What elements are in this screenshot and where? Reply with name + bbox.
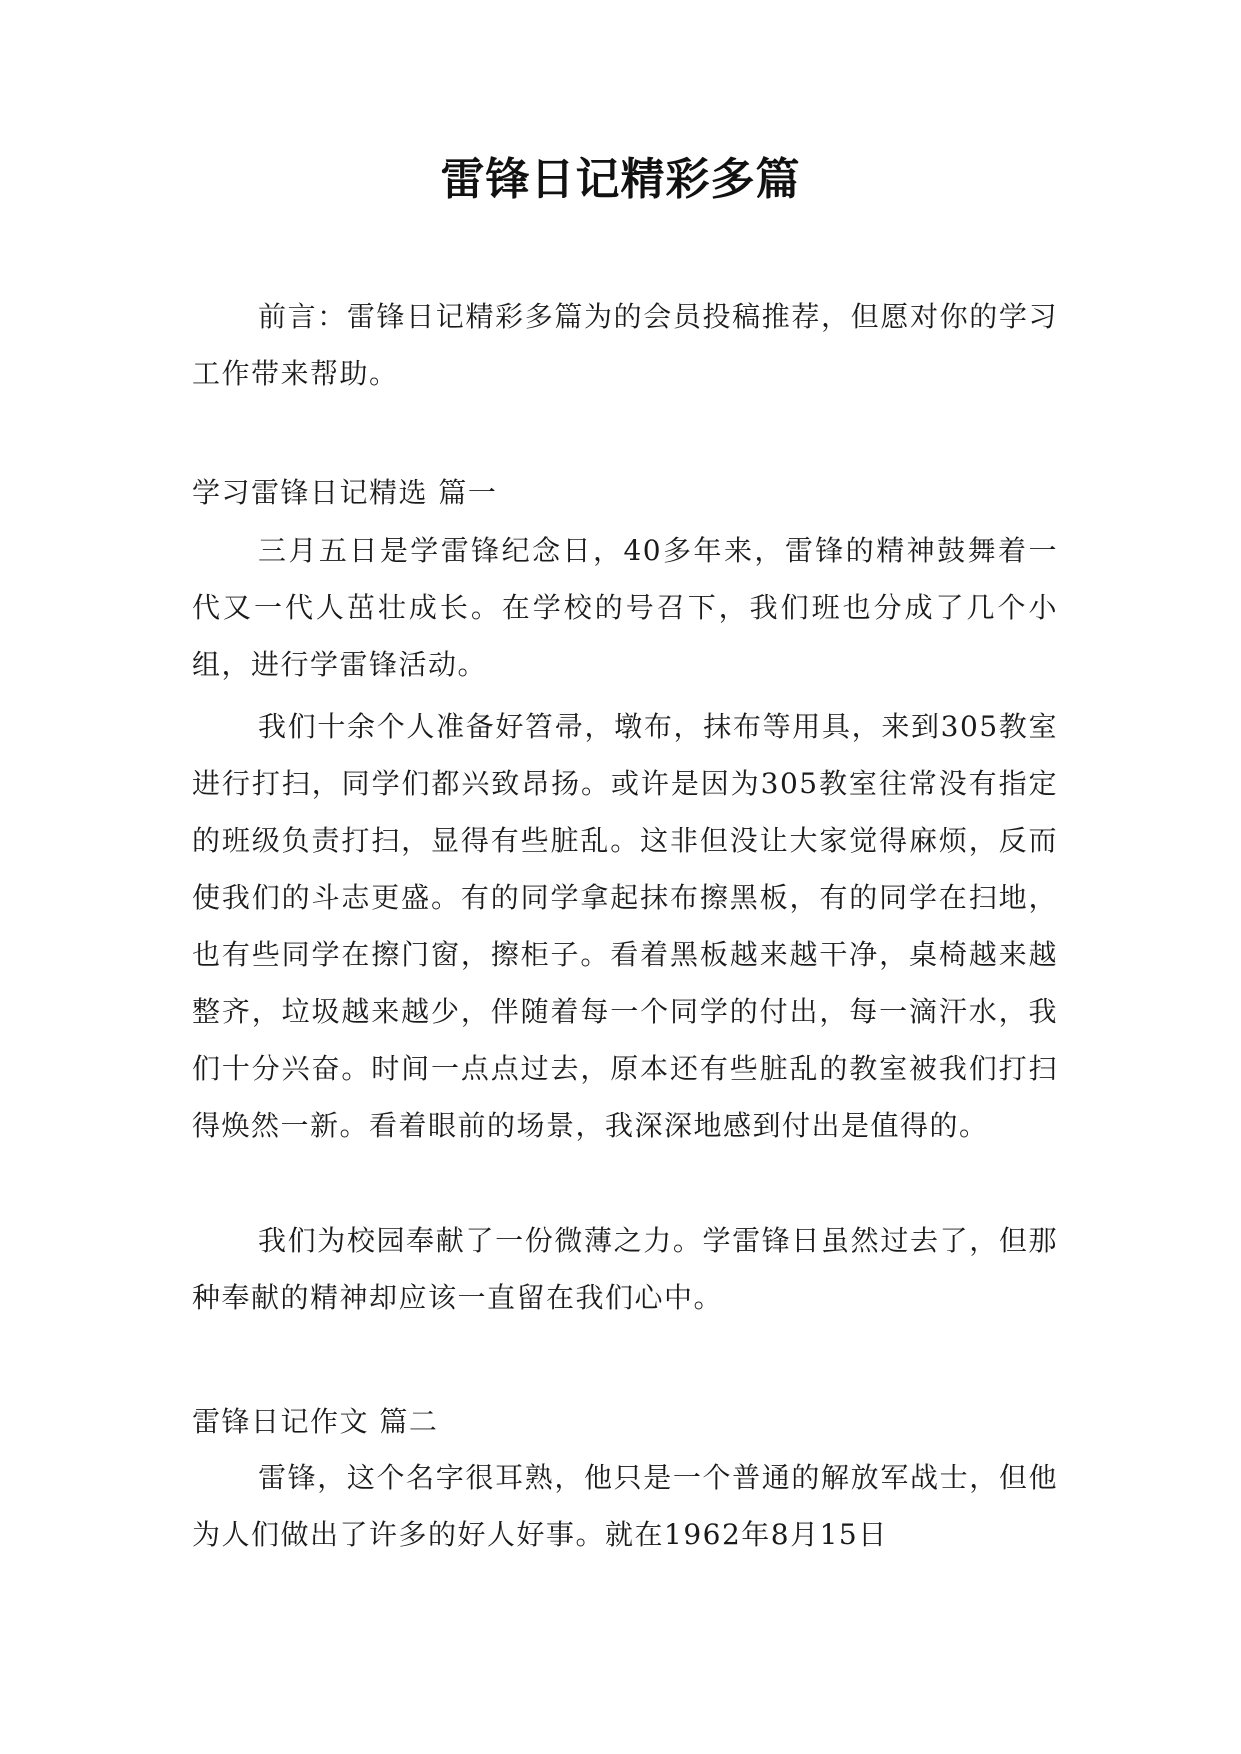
section-heading-2: 雷锋日记作文 篇二 — [192, 1405, 439, 1438]
section-1-paragraph-1: 三月五日是学雷锋纪念日，40多年来，雷锋的精神鼓舞着一代又一代人茁壮成长。在学校的号召下，我们班也分成了几个小组，进行学雷锋活动。 — [192, 534, 1058, 681]
section-1-paragraph-2: 我们十余个人准备好笤帚，墩布，抹布等用具，来到305教室进行打扫，同学们都兴致昂扬。或许是因为305教室往常没有指定的班级负责打扫，显得有些脏乱。这非但没让大家觉得麻烦，反而使我们的斗志更盛。有的同学拿起抹布擦黑板，有的同学在扫地，也有些同学在擦门窗，擦柜子。看着黑板越来越干净，桌椅越来越整齐，垃圾越来越少，伴随着每一个同学的付出，每一滴汗水，我们十分兴奋。时间一点点过去，原本还有些脏乱的教室被我们打扫得焕然一新。看着眼前的场景，我深深地感到付出是值得的。 — [192, 710, 1058, 1142]
preface-paragraph: 前言：雷锋日记精彩多篇为的会员投稿推荐，但愿对你的学习工作带来帮助。 — [192, 300, 1058, 390]
section-1-paragraph-3: 我们为校园奉献了一份微薄之力。学雷锋日虽然过去了，但那种奉献的精神却应该一直留在我们心中。 — [192, 1224, 1058, 1314]
section-2-paragraph-1: 雷锋，这个名字很耳熟，他只是一个普通的解放军战士，但他为人们做出了许多的好人好事。就在1962年8月15日 — [192, 1461, 1058, 1551]
page-title: 雷锋日记精彩多篇 — [440, 154, 801, 205]
section-heading-1: 学习雷锋日记精选 篇一 — [192, 476, 498, 509]
